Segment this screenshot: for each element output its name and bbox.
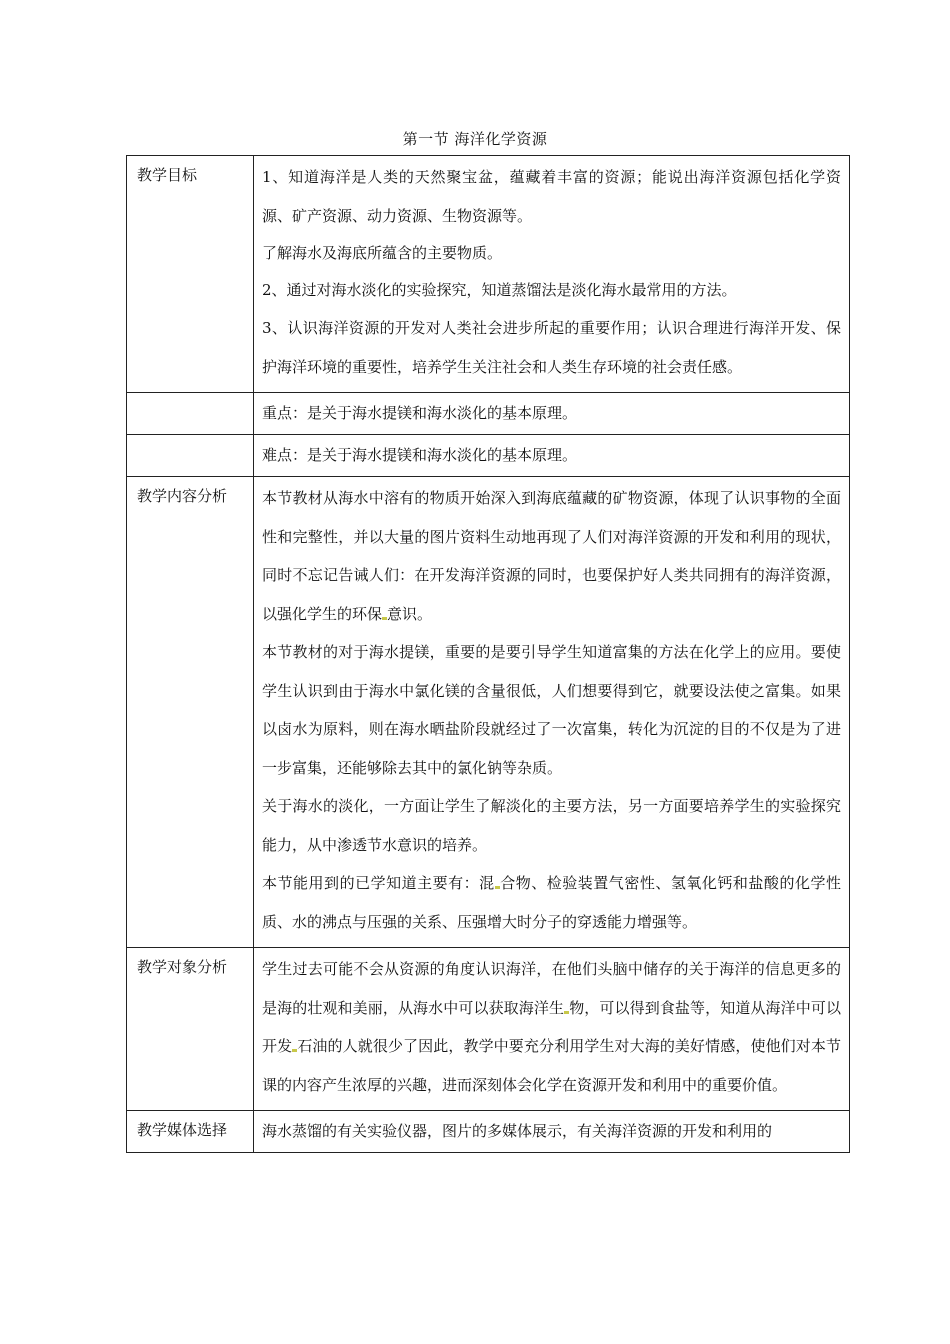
audience-text-b: 物，可以得到食盐等，知道从海洋中可以开发 <box>262 998 841 1055</box>
difficult-point: 难点：是关于海水提镁和海水淡化的基本原理。 <box>254 435 850 477</box>
audience-analysis-content <box>254 948 850 1111</box>
table-row <box>127 477 850 948</box>
media-content: 海水蒸馏的有关实验仪器，图片的多媒体展示，有关海洋资源的开发和利用的 <box>254 1111 850 1153</box>
audience-text-a: 学生过去可能不会从资源的角度认识海洋，在他们头脑中储存的关于海洋的信息更多的是海的壮观和美丽，从海水中可以获取海洋生 <box>262 960 841 1017</box>
audience-text-c: 石油的人就很少了因此，教学中要充分利用学生对大海的美好情感，使他们对本节课的内容产生浓厚的兴趣，进而深刻体会化学在资源开发和利用中的重要价值。 <box>262 1037 841 1094</box>
empty-label-cell <box>127 393 254 435</box>
content-paragraph-3: 关于海水的淡化，一方面让学生了解淡化的主要方法，另一方面要培养学生的实验探究能力，从中渗透节水意识的培养。 <box>262 797 841 854</box>
audience-paragraph <box>262 950 841 1104</box>
goals-paragraph-4: 3、认识海洋资源的开发对人类社会进步所起的重要作用；认识合理进行海洋开发、保护海洋环境的重要性，培养学生关注社会和人类生存环境的社会责任感。 <box>262 319 841 376</box>
page-title: 第一节 海洋化学资源 <box>402 130 548 148</box>
empty-label-cell <box>127 435 254 477</box>
content-paragraph-2: 本节教材的对于海水提镁，重要的是要引导学生知道富集的方法在化学上的应用。要使学生认识到由于海水中氯化镁的含量很低，人们想要得到它，就要设法使之富集。如果以卤水为原料，则在海水晒盐阶段就经过了一次富集，转化为沉淀的目的不仅是为了进一步富集，还能够除去其中的氯化钠等杂质。 <box>262 643 841 777</box>
media-label: 教学媒体选择 <box>127 1111 254 1153</box>
goals-content <box>254 156 850 393</box>
content-paragraph-4-tail: 合物、检验装置气密性、氢氧化钙和盐酸的化学性质、水的沸点与压强的关系、压强增大时分子的穿透能力增强等。 <box>262 874 841 931</box>
goals-label: 教学目标 <box>127 156 254 393</box>
goals-paragraph-2: 了解海水及海底所蕴含的主要物质。 <box>262 244 503 262</box>
content-paragraph-1-tail: 意识。 <box>387 604 433 623</box>
content-paragraph-1 <box>262 479 841 633</box>
lesson-plan-table <box>126 155 850 1153</box>
goals-paragraph-3: 2、通过对海水淡化的实验探究，知道蒸馏法是淡化海水最常用的方法。 <box>262 281 737 299</box>
table-row <box>127 948 850 1111</box>
table-row <box>127 435 850 477</box>
audience-analysis-label: 教学对象分析 <box>127 948 254 1111</box>
key-point: 重点：是关于海水提镁和海水淡化的基本原理。 <box>254 393 850 435</box>
content-paragraph-1-text: 本节教材从海水中溶有的物质开始深入到海底蕴藏的矿物资源，体现了认识事物的全面性和完整性，并以大量的图片资料生动地再现了人们对海洋资源的开发和利用的现状，同时不忘记告诫人们：在开发海洋资源的同时，也要保护好人类共同拥有的海洋资源，以强化学生的环保 <box>262 489 841 623</box>
table-row <box>127 156 850 393</box>
table-row <box>127 393 850 435</box>
goals-paragraph-1: 1、知道海洋是人类的天然聚宝盆，蕴藏着丰富的资源；能说出海洋资源包括化学资源、矿产资源、动力资源、生物资源等。 <box>262 168 841 225</box>
content-analysis-label: 教学内容分析 <box>127 477 254 948</box>
table-row <box>127 1111 850 1153</box>
content-paragraph-4-text: 本节能用到的已学知道主要有：混 <box>262 874 495 892</box>
content-paragraph-4 <box>262 864 841 941</box>
content-analysis-content <box>254 477 850 948</box>
